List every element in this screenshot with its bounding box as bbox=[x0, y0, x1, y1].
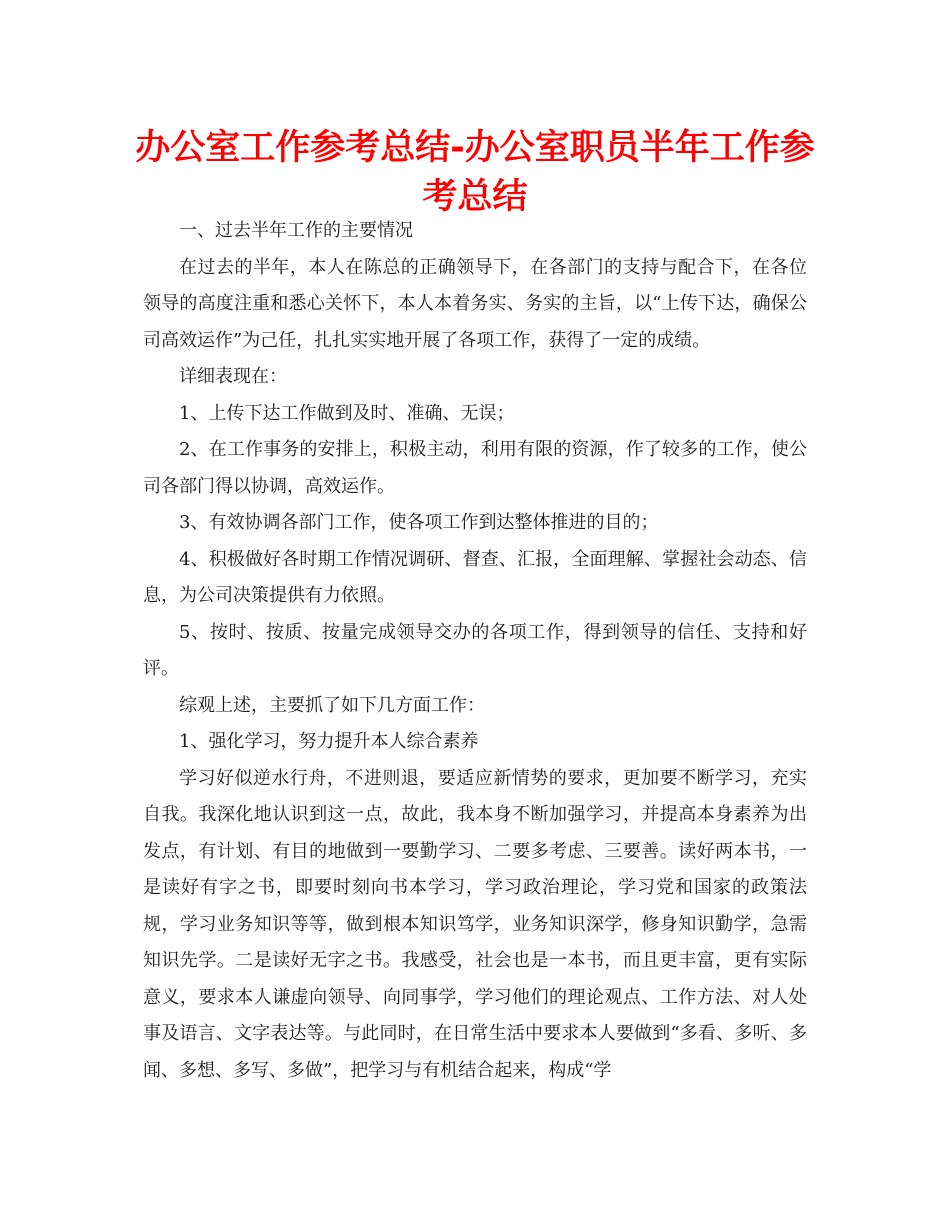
list-item: 5、按时、按质、按量完成领导交办的各项工作，得到领导的信任、支持和好评。 bbox=[143, 621, 807, 679]
list-item: 3、有效协调各部门工作，使各项工作到达整体推进的目的； bbox=[179, 512, 659, 533]
list-item: 4、积极做好各时期工作情况调研、督查、汇报，全面理解、掌握社会动态、信息，为公司决策提供有力依照。 bbox=[143, 548, 807, 606]
paragraph: 综观上述，主要抓了如下几方面工作： bbox=[179, 694, 485, 716]
list-item: 1、上传下达工作做到及时、准确、无误； bbox=[179, 402, 515, 424]
paragraph: 详细表现在： bbox=[179, 366, 287, 387]
list-item: 2、在工作事务的安排上，积极主动，利用有限的资源，作了较多的工作，使公司各部门得以协调，高效运作。 bbox=[143, 439, 807, 497]
document-title: 办公室工作参考总结-办公室职员半年工作参考总结 bbox=[135, 128, 815, 217]
document-body bbox=[143, 213, 807, 1089]
paragraph: 在过去的半年，本人在陈总的正确领导下，在各部门的支持与配合下，在各位领导的高度注重和悉心关怀下，本人本着务实、务实的主旨，以“上传下达，确保公司高效运作”为己任，扎扎实实地开展了各项工作，获得了一定的成绩。 bbox=[143, 256, 807, 351]
paragraph: 学习好似逆水行舟，不进则退，要适应新情势的要求，更加要不断学习，充实自我。我深化地认识到这一点，故此，我本身不断加强学习，并提高本身素养为出发点，有计划、有目的地做到一要勤学习、二要多考虑、三要善。读好两本书，一是读好有字之书，即要时刻向书本学习，学习政治理论，学习党和国家的政策法规，学习业务知识等等，做到根本知识笃学，业务知识深学，修身知识勤学，急需知识先学。二是读好无字之书。我感受，社会也是一本书，而且更丰富，更有实际意义，要求本人谦虚向领导、向同事学，学习他们的理论观点、工作方法、对人处事及语言、文字表达等。与此同时，在日常生活中要求本人要做到“多看、多听、多闻、多想、多写、多做”，把学习与有机结合起来，构成“学 bbox=[143, 767, 807, 1081]
section-heading: 一、过去半年工作的主要情况 bbox=[179, 220, 413, 241]
subsection-heading: 1、强化学习，努力提升本人综合素养 bbox=[179, 731, 479, 752]
